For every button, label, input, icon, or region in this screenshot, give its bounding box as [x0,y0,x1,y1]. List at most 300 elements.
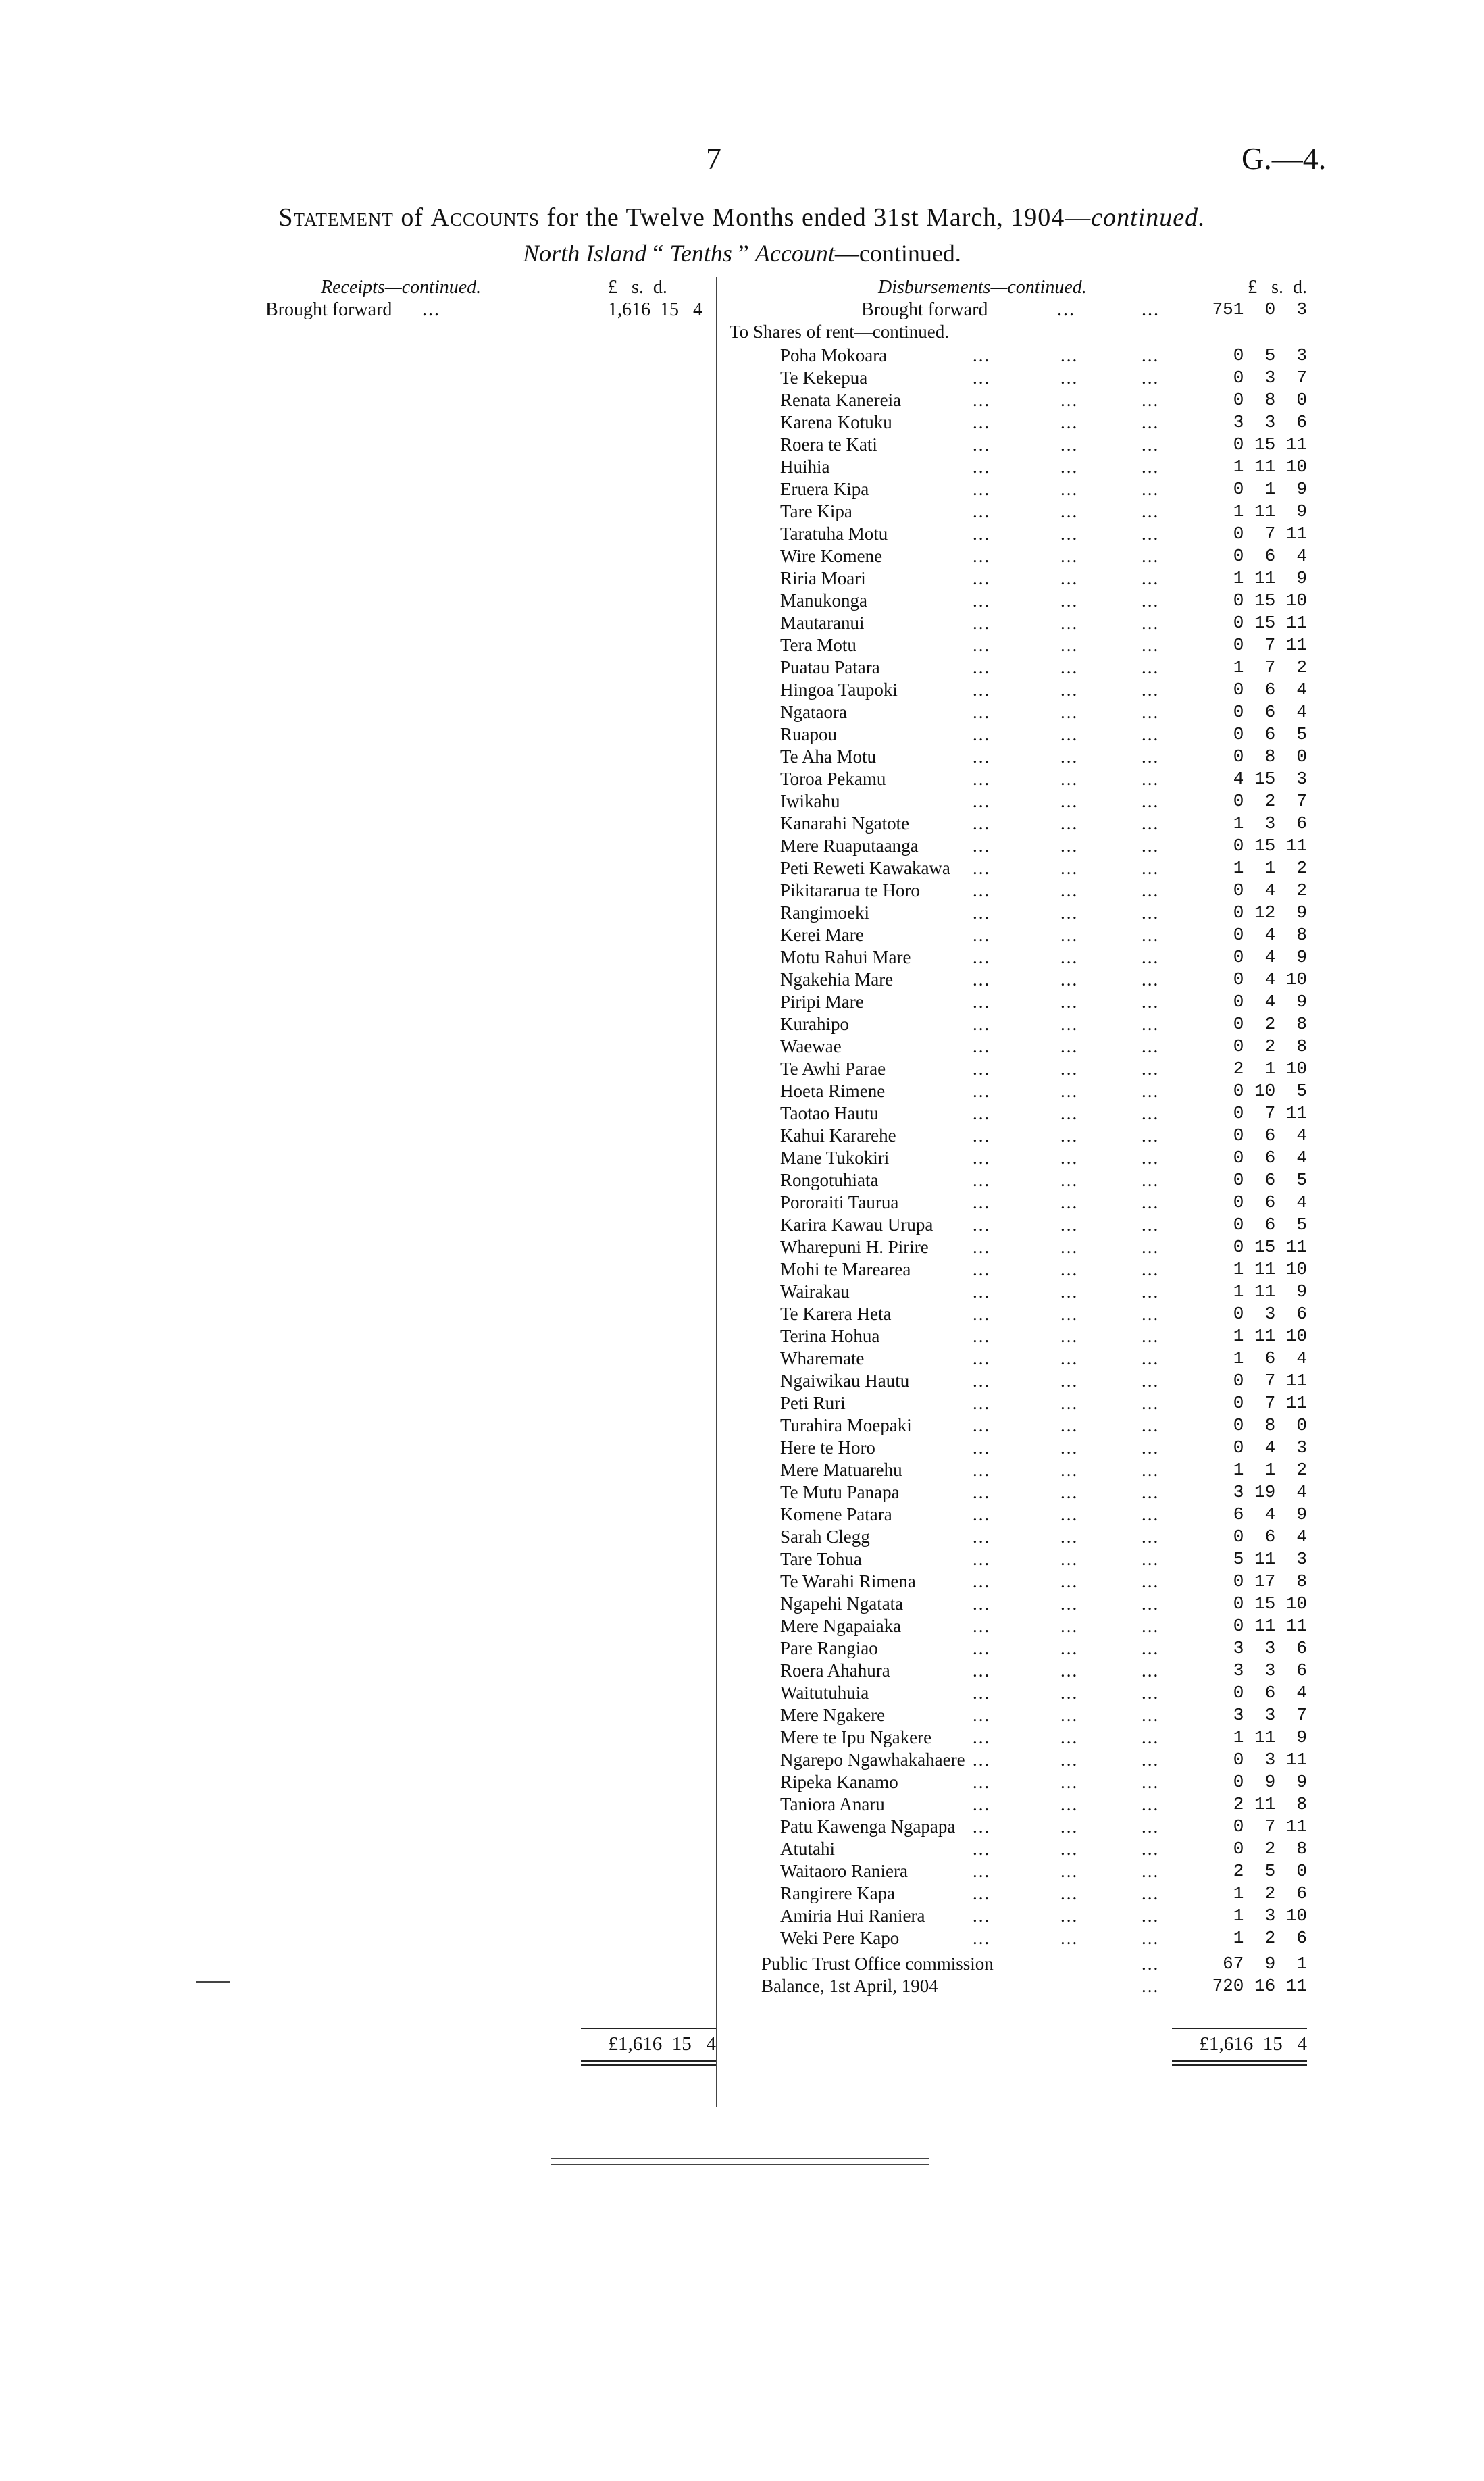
payee-amount: 0 4 8 [1233,925,1307,945]
disbursements-heading: Disbursements—continued. [878,277,1087,298]
list-item [726,545,1307,567]
payee-amount: 1 11 9 [1233,1727,1307,1747]
leader-dots: ... [973,1415,991,1435]
leader-dots: ... [1142,1103,1160,1123]
leader-dots: ... [1142,1058,1160,1079]
payee-name: Rongotuhiata [780,1170,879,1190]
leader-dots: ... [973,1460,991,1480]
payee-amount: 0 3 7 [1233,367,1307,388]
leader-dots: ... [1060,947,1079,967]
list-item [726,1392,1307,1414]
disbursements-forward-amount: 751 0 3 [1212,299,1307,319]
payee-name: Taniora Anaru [780,1794,885,1814]
leader-dots: ... [1060,1928,1079,1948]
list-item [726,1258,1307,1281]
leader-dots: ... [973,546,991,566]
leader-dots: ... [973,635,991,655]
leader-dots: ... [1060,1549,1079,1569]
leader-dots: ... [973,1326,991,1346]
list-item [726,835,1307,857]
payee-name: Huihia [780,457,830,477]
leader-dots: ... [973,1214,991,1235]
leader-dots: ... [1142,1393,1160,1413]
payee-amount: 0 6 4 [1233,546,1307,566]
leader-dots: ... [1060,568,1079,588]
payee-name: Pororaiti Taurua [780,1192,899,1212]
leader-dots: ... [1060,1460,1079,1480]
payee-name: Roera te Kati [780,434,877,455]
leader-dots: ... [1142,434,1160,455]
leader-dots: ... [973,1928,991,1948]
receipts-total-rule-bottom-2 [581,2064,716,2066]
list-item [726,768,1307,790]
leader-dots: ... [973,412,991,432]
leader-dots: ... [1060,1281,1079,1302]
payee-name: Iwikahu [780,791,840,811]
subtitle-part-5: Account [754,240,835,267]
payee-amount: 0 10 5 [1233,1081,1307,1101]
leader-dots: ... [973,1103,991,1123]
leader-dots: ... [1060,590,1079,611]
leader-dots: ... [973,1170,991,1190]
subtitle-part-3: Tenths [669,240,732,267]
leader-dots: ... [1142,523,1160,544]
leader-dots: ... [1142,969,1160,990]
leader-dots: ... [1060,746,1079,767]
leader-dots: ... [1142,1437,1160,1458]
leader-dots: ... [973,925,991,945]
leader-dots: ... [1060,657,1079,677]
list-item [726,1147,1307,1169]
leader-dots: ... [1142,1593,1160,1614]
leader-dots: ... [1060,1705,1079,1725]
list-item [726,969,1307,991]
receipts-brought-forward-row [0,299,716,322]
leader-dots: ... [973,1437,991,1458]
list-item [726,946,1307,969]
leader-dots: ... [1142,791,1160,811]
subtitle-part-1: North Island [523,240,647,267]
leader-dots: ... [1060,836,1079,856]
disbursements-forward-label: Brought forward [861,299,988,320]
leader-dots: ... [1060,925,1079,945]
leader-dots: ... [1060,1527,1079,1547]
leader-dots: ... [973,1014,991,1034]
leader-dots: ... [973,813,991,834]
payee-name: Te Kekepua [780,367,868,388]
leader-dots: ... [1060,1304,1079,1324]
leader-dots: ... [1142,1170,1160,1190]
leader-dots: ... [973,1371,991,1391]
leader-dots: ... [973,657,991,677]
list-item [726,679,1307,701]
payee-amount: 0 6 4 [1233,1148,1307,1168]
leader-dots: ... [973,1816,991,1837]
leader-dots: ... [1142,1905,1160,1926]
list-item [726,723,1307,746]
disbursement-name: Balance, 1st April, 1904 [761,1976,938,1996]
leader-dots: ... [1142,1660,1160,1681]
leader-dots: ... [1060,769,1079,789]
leader-dots: ... [973,880,991,900]
payee-name: Amiria Hui Raniera [780,1905,925,1926]
leader-dots: ... [1142,1214,1160,1235]
list-item [726,1793,1307,1816]
list-item [726,902,1307,924]
leader-dots: ... [1142,1237,1160,1257]
leader-dots: ... [1142,590,1160,611]
payee-amount: 1 11 9 [1233,1281,1307,1302]
payee-name: Weki Pere Kapo [780,1928,900,1948]
leader-dots: ... [1142,1705,1160,1725]
leader-dots: ... [1060,1036,1079,1056]
leader-dots: ... [1060,1326,1079,1346]
list-item [726,857,1307,879]
leader-dots: ... [1060,1504,1079,1525]
leader-dots: ... [1060,1883,1079,1903]
margin-rule-left [196,1981,230,1983]
list-item [726,523,1307,545]
leader-dots: ... [1060,880,1079,900]
payee-name: Mere Ruaputaanga [780,836,919,856]
receipts-column-heads: £ s. d. [608,277,667,298]
disbursements-total-rule-bottom [1172,2060,1307,2062]
leader-dots: ... [973,992,991,1012]
payee-amount: 1 11 10 [1233,1259,1307,1279]
payee-amount: 0 15 11 [1233,1237,1307,1257]
payee-amount: 0 7 11 [1233,1393,1307,1413]
leader-dots: ... [973,1281,991,1302]
list-item [726,924,1307,946]
leader-dots: ... [1142,1014,1160,1034]
list-item [726,1860,1307,1883]
leader-dots: ... [1060,390,1079,410]
payee-name: Mere Ngakere [780,1705,886,1725]
payee-name: Pikitararua te Horo [780,880,920,900]
leader-dots: ... [1142,1348,1160,1369]
payee-amount: 0 5 3 [1233,345,1307,365]
account-subtitle [0,239,1484,267]
leader-dots: ... [1060,1170,1079,1190]
payee-amount: 0 15 11 [1233,836,1307,856]
list-item [726,501,1307,523]
receipts-heading: Receipts—continued. [321,277,482,298]
list-item [726,634,1307,657]
leader-dots: ... [1060,724,1079,744]
payee-name: Sarah Clegg [780,1527,870,1547]
list-item [726,1883,1307,1905]
leader-dots: ... [1060,1638,1079,1658]
payee-amount: 2 11 8 [1233,1794,1307,1814]
list-item [726,879,1307,902]
payee-amount: 0 6 4 [1233,1192,1307,1212]
leader-dots: ... [1142,1638,1160,1658]
disbursements-heading-row [726,277,1307,300]
leader-dots: ... [1060,1237,1079,1257]
leader-dots: ... [1142,724,1160,744]
leader-dots: ... [973,1660,991,1681]
payee-amount: 0 4 9 [1233,947,1307,967]
title-text: of [393,203,431,232]
payee-name: Eruera Kipa [780,479,869,499]
leader-dots: ... [1060,479,1079,499]
list-item [726,1816,1307,1838]
leader-dots: ... [973,702,991,722]
payee-name: Piripi Mare [780,992,864,1012]
list-item [726,657,1307,679]
leader-dots: ... [1060,1749,1079,1770]
leader-dots: ... [1060,1616,1079,1636]
leader-dots: ... [973,613,991,633]
leader-dots: ... [1060,1593,1079,1614]
disbursement-name: Public Trust Office commission [761,1953,994,1974]
payee-name: Te Warahi Rimena [780,1571,916,1591]
leader-dots: ... [973,1058,991,1079]
payee-amount: 0 6 5 [1233,1170,1307,1190]
leader-dots: ... [973,1727,991,1747]
receipts-total-rule-top [581,2028,716,2029]
leader-dots: ... [973,791,991,811]
list-item [726,1058,1307,1080]
list-item [726,411,1307,434]
payee-amount: 1 7 2 [1233,657,1307,677]
payee-amount: 1 2 6 [1233,1883,1307,1903]
leader-dots: ... [973,1571,991,1591]
payee-amount: 0 8 0 [1233,746,1307,767]
payee-name: Tare Kipa [780,501,852,521]
leader-dots: ... [973,1593,991,1614]
payee-amount: 0 7 11 [1233,523,1307,544]
document-reference: G.—4. [1242,141,1327,176]
payee-name: Ngaiwikau Hautu [780,1371,910,1391]
leader-dots: ... [1060,367,1079,388]
leader-dots: ... [1060,791,1079,811]
payee-name: Turahira Moepaki [780,1415,912,1435]
disbursement-amount: 720 16 11 [1212,1976,1307,1996]
leader-dots: ... [1142,412,1160,432]
leader-dots: ... [1142,1415,1160,1435]
leader-dots: ... [973,501,991,521]
leader-dots: ... [973,1616,991,1636]
leader-dots: ... [1060,1905,1079,1926]
list-item [726,1615,1307,1637]
payee-name: Atutahi [780,1839,835,1859]
payee-amount: 0 4 9 [1233,992,1307,1012]
list-item [726,746,1307,768]
footer-rule [551,2158,929,2159]
payee-name: Terina Hohua [780,1326,880,1346]
leader-dots: ... [1142,1794,1160,1814]
payee-amount: 1 6 4 [1233,1348,1307,1369]
leader-dots: ... [1060,1861,1079,1881]
list-item [726,1214,1307,1236]
payee-name: Waitutuhuia [780,1683,869,1703]
payee-name: Ngataora [780,702,847,722]
payee-amount: 1 11 10 [1233,457,1307,477]
leader-dots: ... [1060,1103,1079,1123]
leader-dots: ... [1060,434,1079,455]
payee-name: Ripeka Kanamo [780,1772,898,1792]
leader-dots: ... [1060,1415,1079,1435]
payee-name: Taratuha Motu [780,523,888,544]
leader-dots: ... [1060,1058,1079,1079]
leader-dots: ... [1060,345,1079,365]
leader-dots: ... [1142,457,1160,477]
list-item [726,389,1307,411]
leader-dots: ... [1142,1571,1160,1591]
disbursements-total: £1,616 15 4 [1199,2033,1307,2055]
list-item [726,1169,1307,1192]
disbursements-total-rule-bottom-2 [1172,2064,1307,2066]
disbursements-column-heads: £ s. d. [1248,277,1307,298]
leader-dots: ... [1142,1772,1160,1792]
list-item [726,1192,1307,1214]
payee-amount: 0 6 4 [1233,1683,1307,1703]
list-item [726,813,1307,835]
leader-dots: ... [1142,1749,1160,1770]
leader-dots: ... [973,390,991,410]
leader-dots: ... [1142,1081,1160,1101]
leader-dots: ... [973,1683,991,1703]
leader-dots: ... [1060,1393,1079,1413]
payee-name: Wire Komene [780,546,883,566]
leader-dots: ... [1142,635,1160,655]
list-item [726,567,1307,590]
list-item [726,1080,1307,1102]
payee-name: Te Awhi Parae [780,1058,886,1079]
leader-dots: ... [1060,1816,1079,1837]
leader-dots: ... [1142,1861,1160,1881]
leader-dots: ... [973,367,991,388]
leader-dots: ... [973,1705,991,1725]
list-item [726,367,1307,389]
subtitle-part-2: “ [646,240,670,267]
receipts-total-rule-bottom [581,2060,716,2062]
leader-dots: ... [973,1883,991,1903]
leader-dots: ... [1142,1953,1160,1974]
leader-dots: ... [973,1237,991,1257]
payee-amount: 2 5 0 [1233,1861,1307,1881]
leader-dots: ... [1142,345,1160,365]
leader-dots: ... [973,746,991,767]
payee-name: Roera Ahahura [780,1660,890,1681]
payee-name: Hoeta Rimene [780,1081,886,1101]
list-item [726,1593,1307,1615]
payee-amount: 0 12 9 [1233,902,1307,923]
leader-dots: ... [1060,1014,1079,1034]
leader-dots: ... [1142,680,1160,700]
list-item [726,1125,1307,1147]
list-item [726,1637,1307,1660]
leader-dots: ... [1142,858,1160,878]
payee-amount: 0 7 11 [1233,1103,1307,1123]
leader-dots: ... [973,1348,991,1369]
leader-dots: ... [1142,992,1160,1012]
other-disbursements-list [726,1953,1307,1997]
leader-dots: ... [1142,1125,1160,1146]
leader-dots: ... [1060,1683,1079,1703]
payee-amount: 0 8 0 [1233,390,1307,410]
leader-dots: ... [1142,1527,1160,1547]
list-item [726,1236,1307,1258]
leader-dots: ... [1142,390,1160,410]
leader-dots: ... [1060,1660,1079,1681]
leader-dots: ... [1142,702,1160,722]
leader-dots: ... [1060,1081,1079,1101]
leader-dots: ... [1060,1482,1079,1502]
leader-dots: ... [973,1749,991,1770]
leader-dots: ... [1060,1727,1079,1747]
payee-amount: 3 19 4 [1233,1482,1307,1502]
leader-dots: ... [1060,546,1079,566]
leader-dots: ... [1057,299,1075,320]
leader-dots: ... [1142,836,1160,856]
list-item [726,1013,1307,1035]
leader-dots: ... [973,1905,991,1926]
list-item [726,612,1307,634]
leader-dots: ... [1142,1460,1160,1480]
leader-dots: ... [973,1772,991,1792]
list-item [726,1481,1307,1504]
leader-dots: ... [1142,367,1160,388]
payee-name: Hingoa Taupoki [780,680,898,700]
list-item [726,1348,1307,1370]
leader-dots: ... [1142,1976,1160,1996]
leader-dots: ... [1060,635,1079,655]
payee-name: Karira Kawau Urupa [780,1214,933,1235]
column-divider [716,277,717,2107]
leader-dots: ... [1142,1616,1160,1636]
leader-dots: ... [1060,1148,1079,1168]
page-title [0,203,1484,232]
leader-dots: ... [973,1036,991,1056]
payee-amount: 1 2 6 [1233,1928,1307,1948]
payee-name: Kurahipo [780,1014,849,1034]
payee-name: Mere Matuarehu [780,1460,902,1480]
list-item [726,478,1307,501]
leader-dots: ... [973,1861,991,1881]
leader-dots: ... [1142,947,1160,967]
leader-dots: ... [1060,1192,1079,1212]
subtitle-part-6: —continued. [834,240,961,267]
list-item [726,1682,1307,1704]
payee-amount: 0 1 9 [1233,479,1307,499]
payee-name: Mere te Ipu Ngakere [780,1727,932,1747]
payee-amount: 1 3 10 [1233,1905,1307,1926]
footer-rule-2 [551,2164,929,2165]
payee-amount: 1 1 2 [1233,1460,1307,1480]
leader-dots: ... [1060,992,1079,1012]
payee-name: Te Karera Heta [780,1304,892,1324]
leader-dots: ... [973,947,991,967]
leader-dots: ... [973,836,991,856]
payee-amount: 1 11 9 [1233,568,1307,588]
leader-dots: ... [973,434,991,455]
payee-amount: 0 7 11 [1233,1816,1307,1837]
leader-dots: ... [1142,1727,1160,1747]
leader-dots: ... [1142,1928,1160,1948]
leader-dots: ... [973,590,991,611]
leader-dots: ... [1142,1192,1160,1212]
leader-dots: ... [1142,1482,1160,1502]
list-item [726,1325,1307,1348]
payee-name: Mere Ngapaiaka [780,1616,902,1636]
list-item [726,1370,1307,1392]
leader-dots: ... [1142,1371,1160,1391]
payee-name: Ngapehi Ngatata [780,1593,904,1614]
leader-dots: ... [1060,813,1079,834]
list-item [726,1548,1307,1570]
